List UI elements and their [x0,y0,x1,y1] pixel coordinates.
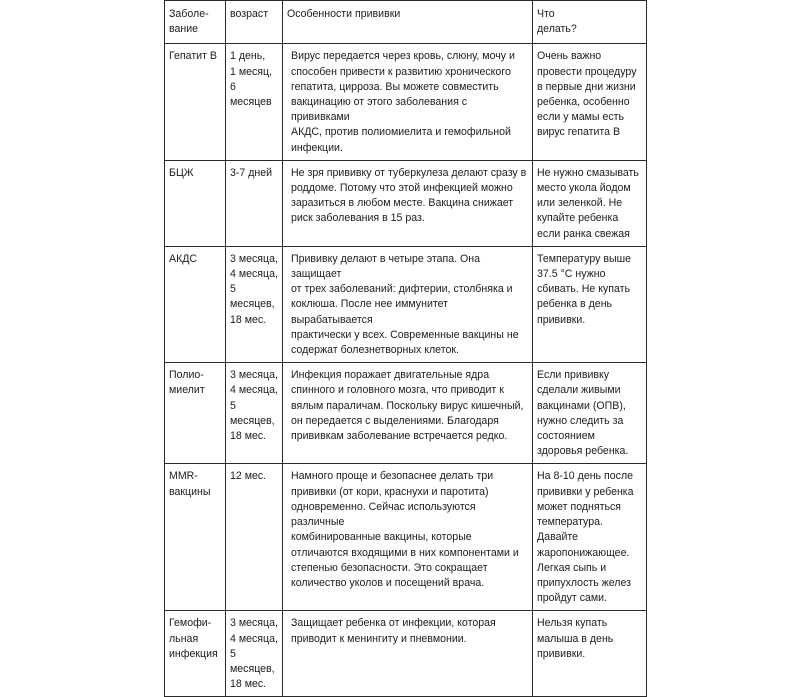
age-cell: 3 месяца, 4 месяца, 5 месяцев, 18 мес. [226,611,283,697]
age-cell: 3 месяца, 4 месяца, 5 месяцев, 18 мес. [226,363,283,464]
disease-cell: БЦЖ [165,160,226,246]
header-disease: Заболе- вание [165,1,226,44]
header-features: Особенности прививки [283,1,533,44]
features-cell: Вирус передается через кровь, слюну, мочу и способен привести к развитию хронического гепатита, цирроза. Вы можете совместить вакцинацию от этого заболевания с прививками АКДС, против полиомиелита и гемофильной инфекции. [283,44,533,160]
action-cell: На 8-10 день после прививки у ребенка может подняться температура. Давайте жаропонижающее. Легкая сыпь и припухлость желез пройдут сами. [533,464,647,611]
action-cell: Не нужно смазывать место укола йодом или зеленкой. Не купайте ребенка если ранка свежая [533,160,647,246]
vaccination-table [164,0,647,697]
table-row [165,246,647,362]
table-row [165,44,647,160]
table-row [165,363,647,464]
action-cell: Если прививку сделали живыми вакцинами (ОПВ), нужно следить за состоянием здоровья ребенка. [533,363,647,464]
action-cell: Температуру выше 37.5 °С нужно сбивать. Не купать ребенка в день прививки. [533,246,647,362]
header-action: Что делать? [533,1,647,44]
table-row [165,464,647,611]
features-cell: Инфекция поражает двигательные ядра спинного и головного мозга, что приводит к вялым параличам. Поскольку вирус кишечный, он передается с выделениями. Благодаря прививкам заболевание встречается редко. [283,363,533,464]
action-cell: Очень важно провести процедуру в первые дни жизни ребенка, особенно если у мамы есть вирус гепатита В [533,44,647,160]
disease-cell: MMR- вакцины [165,464,226,611]
table-row [165,160,647,246]
age-cell: 3 месяца, 4 месяца, 5 месяцев, 18 мес. [226,246,283,362]
disease-cell: АКДС [165,246,226,362]
header-age: возраст [226,1,283,44]
features-cell: Не зря прививку от туберкулеза делают сразу в роддоме. Потому что этой инфекцией можно заразиться в любом месте. Вакцина снижает риск заболевания в 15 раз. [283,160,533,246]
age-cell: 12 мес. [226,464,283,611]
features-cell: Намного проще и безопаснее делать три прививки (от кори, краснухи и паротита) одновременно. Сейчас используются различные комбинированные вакцины, которые отличаются входящими в них компонентами и степенью безопасности. Это сокращает количество уколов и посещений врача. [283,464,533,611]
action-cell: Нельзя купать малыша в день прививки. [533,611,647,697]
table-header-row [165,1,647,44]
features-cell: Защищает ребенка от инфекции, которая приводит к менингиту и пневмонии. [283,611,533,697]
disease-cell: Гепатит В [165,44,226,160]
disease-cell: Полио- миелит [165,363,226,464]
features-cell: Прививку делают в четыре этапа. Она защищает от трех заболеваний: дифтерии, столбняка и коклюша. После нее иммунитет вырабатывается практически у всех. Современные вакцины не содержат болезнетворных клеток. [283,246,533,362]
table-row [165,611,647,697]
age-cell: 3-7 дней [226,160,283,246]
disease-cell: Гемофи- льная инфекция [165,611,226,697]
age-cell: 1 день, 1 месяц, 6 месяцев [226,44,283,160]
